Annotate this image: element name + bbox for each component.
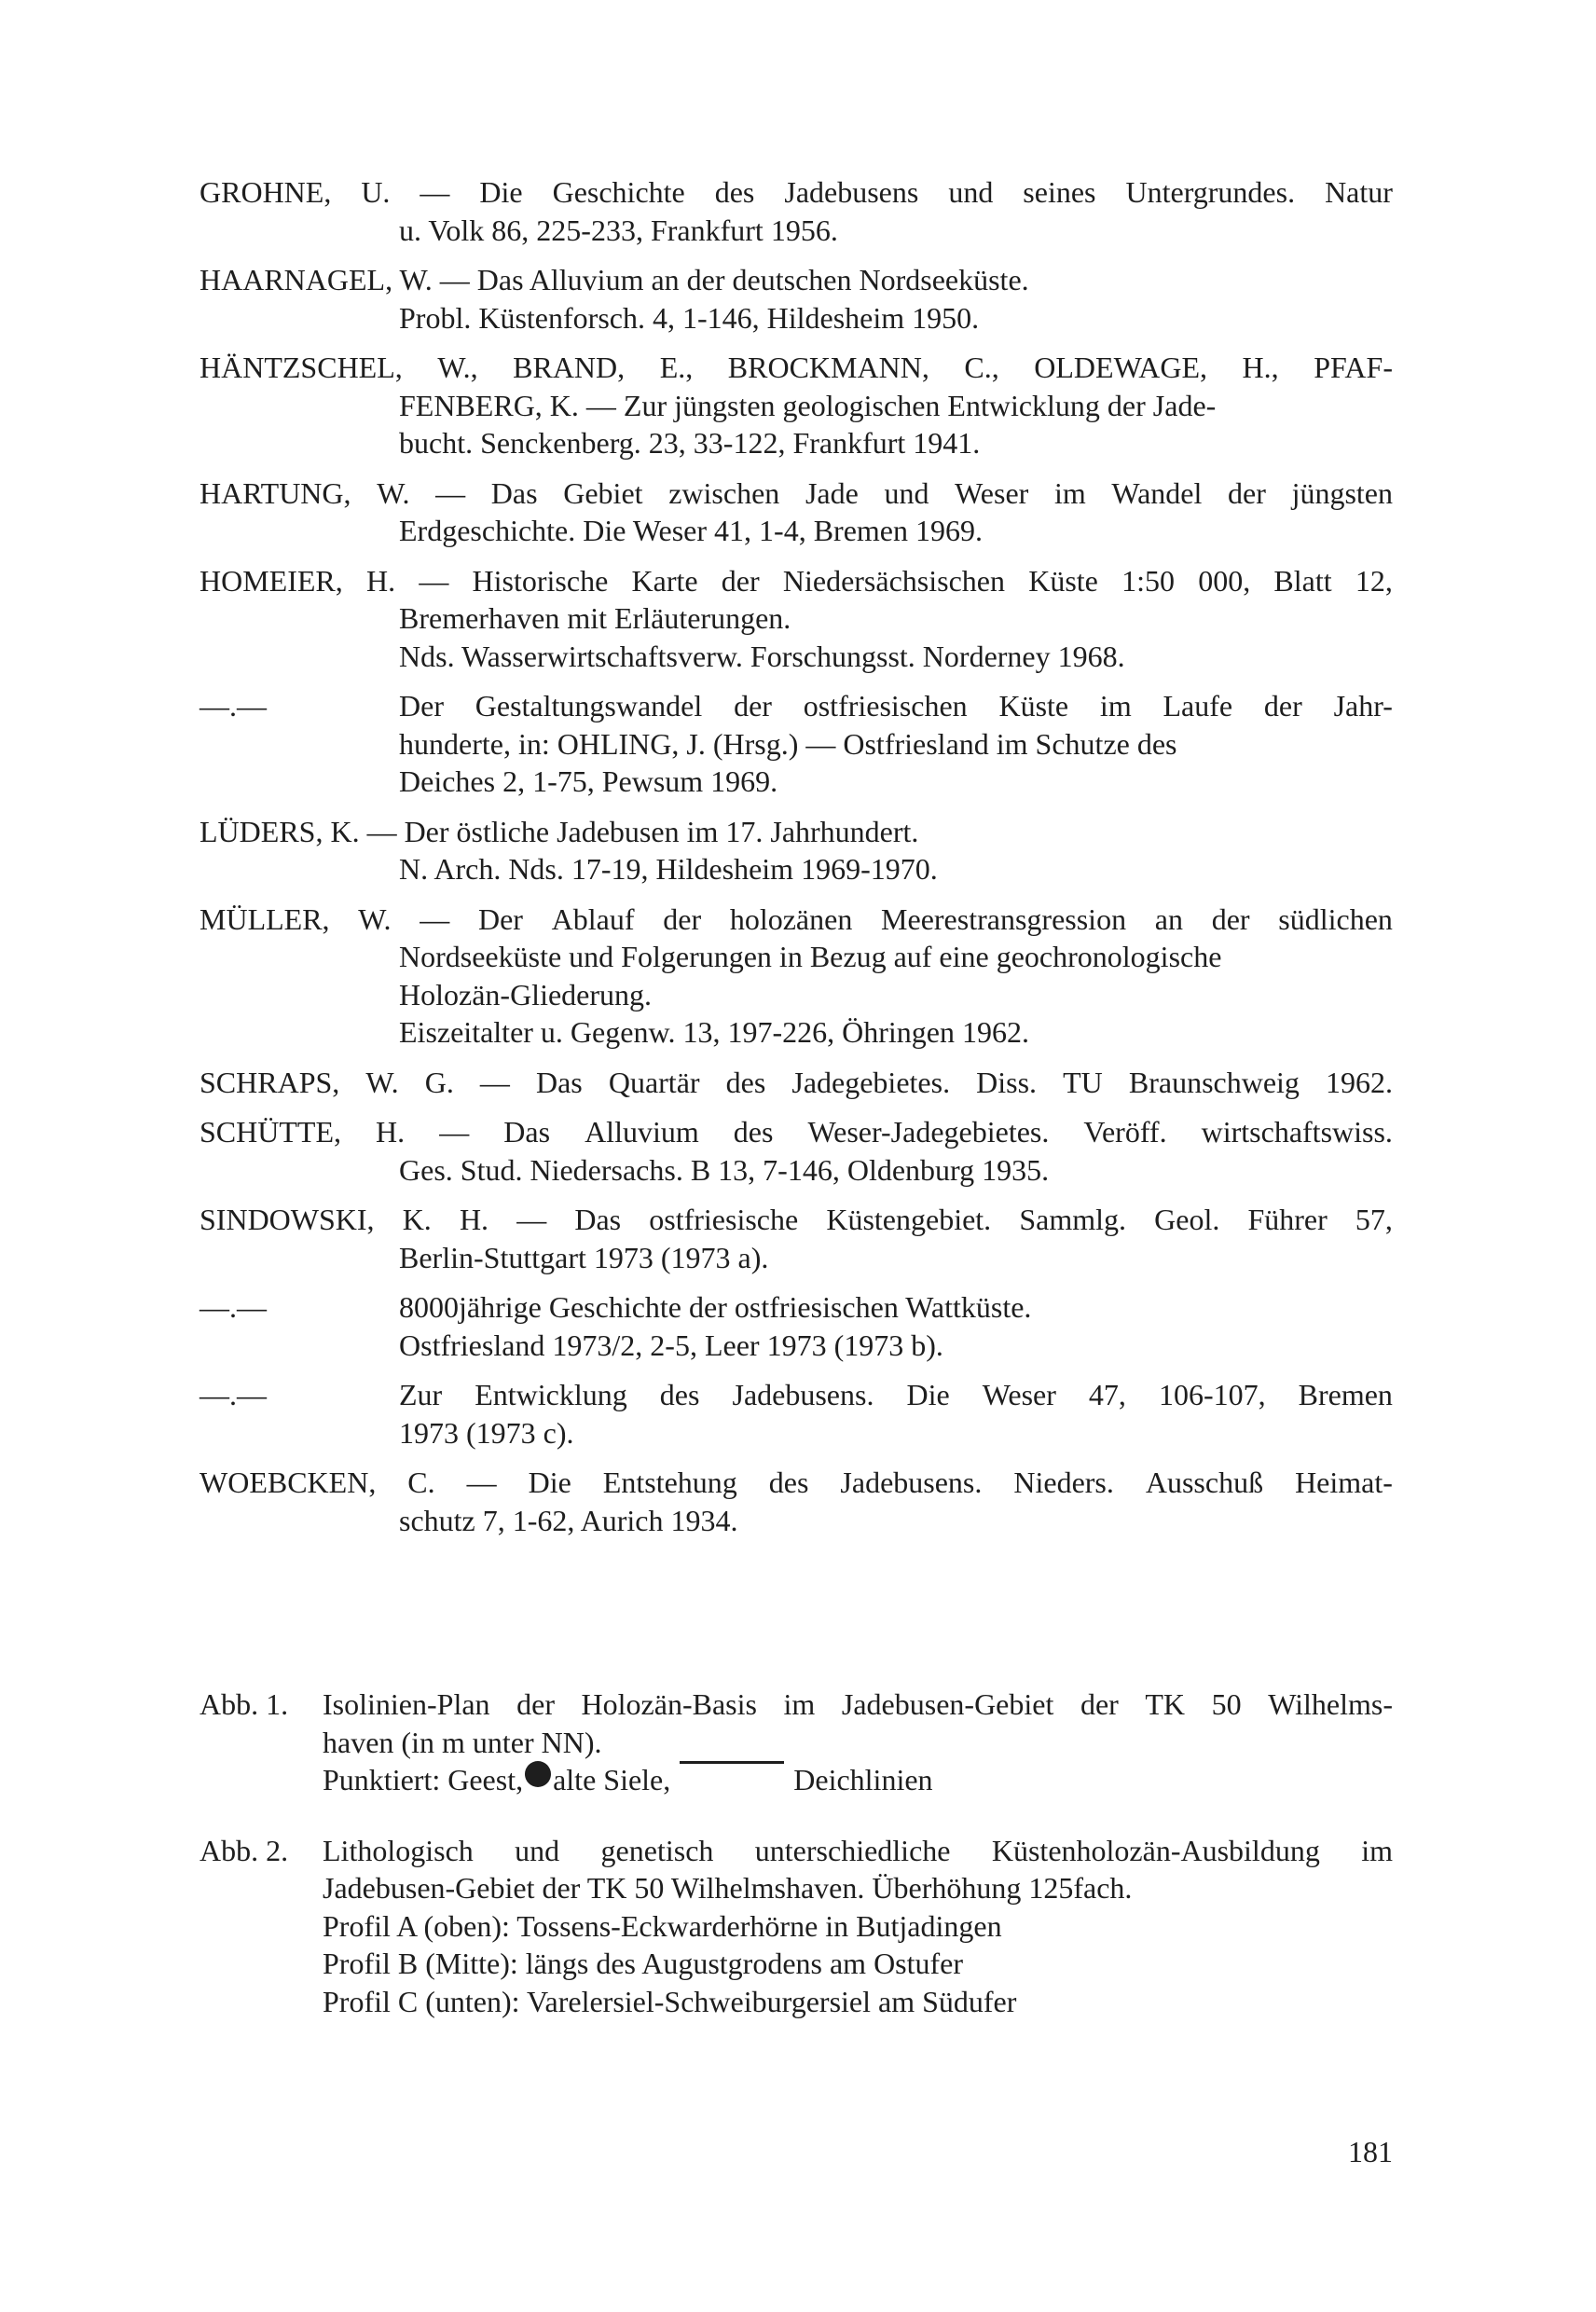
figure-caption	[200, 1686, 1393, 1799]
reference-line: N. Arch. Nds. 17-19, Hildesheim 1969-1970.	[399, 852, 938, 886]
reference-first-line: 8000jährige Geschichte der ostfriesischen Wattküste.	[399, 1290, 1032, 1324]
ditto-dash: —.—	[200, 1378, 267, 1411]
reference-line: Erdgeschichte. Die Weser 41, 1-4, Bremen 1969.	[399, 514, 983, 547]
figure-caption	[200, 1832, 1393, 2021]
reference-line: hunderte, in: OHLING, J. (Hrsg.) — Ostfriesland im Schutze des	[399, 726, 1177, 761]
reference-line: Ges. Stud. Niedersachs. B 13, 7-146, Oldenburg 1935.	[399, 1152, 1050, 1187]
reference-first-line: Zur Entwicklung des Jadebusens. Die Weser 47, 106-107, Bremen	[399, 1378, 1393, 1411]
reference-entry	[200, 1288, 1393, 1364]
reference-first-line: SCHRAPS, W. G. — Das Quartär des Jadegebietes. Diss. TU Braunschweig 1962.	[200, 1065, 1393, 1099]
legend-prefix: Punktiert: Geest,	[323, 1763, 524, 1796]
reference-line: Ostfriesland 1973/2, 2-5, Leer 1973 (1973 b).	[399, 1328, 943, 1362]
reference-first-line: LÜDERS, K. — Der östliche Jadebusen im 17. Jahrhundert.	[200, 814, 919, 848]
reference-entry	[200, 349, 1393, 462]
caption-line: Jadebusen-Gebiet der TK 50 Wilhelmshaven. Überhöhung 125fach.	[323, 1871, 1133, 1905]
legend-line-text: Deichlinien	[793, 1763, 933, 1796]
reference-line: FENBERG, K. — Zur jüngsten geologischen Entwicklung der Jade-	[399, 388, 1217, 422]
reference-line: Holozän-Gliederung.	[399, 977, 653, 1012]
reference-entry	[200, 475, 1393, 550]
reference-first-line: HARTUNG, W. — Das Gebiet zwischen Jade und Weser im Wandel der jüngsten	[200, 475, 1393, 510]
caption-profile: Profil C (unten): Varelersiel-Schweiburgersiel am Südufer	[323, 1984, 1017, 2018]
bibliography	[200, 173, 1393, 1551]
reference-first-line: SINDOWSKI, K. H. — Das ostfriesische Küstengebiet. Sammlg. Geol. Führer 57,	[200, 1203, 1393, 1236]
figure-label: Abb. 1.	[200, 1687, 289, 1721]
reference-entry	[200, 1201, 1393, 1276]
reference-first-line: HAARNAGEL, W. — Das Alluvium an der deutschen Nordseeküste.	[200, 263, 1029, 296]
caption-legend	[323, 1761, 1393, 1799]
ditto-dash: —.—	[200, 1290, 267, 1324]
reference-first-line: HÄNTZSCHEL, W., BRAND, E., BROCKMANN, C., OLDEWAGE, H., PFAF-	[200, 351, 1393, 384]
reference-entry	[200, 173, 1393, 249]
page-number: 181	[1348, 2135, 1393, 2168]
reference-line: u. Volk 86, 225-233, Frankfurt 1956.	[399, 213, 838, 247]
reference-entry	[200, 687, 1393, 801]
reference-line: bucht. Senckenberg. 23, 33-122, Frankfurt 1941.	[399, 426, 981, 460]
reference-first-line: GROHNE, U. — Die Geschichte des Jadebusens und seines Untergrundes. Natur	[200, 175, 1393, 209]
reference-first-line: WOEBCKEN, C. — Die Entstehung des Jadebusens. Nieders. Ausschuß Heimat-	[200, 1466, 1393, 1499]
reference-line: Nordseeküste und Folgerungen in Bezug auf eine geochronologische	[399, 940, 1222, 973]
reference-line: Probl. Küstenforsch. 4, 1-146, Hildesheim 1950.	[399, 300, 980, 335]
dashed-line-icon	[680, 1761, 784, 1799]
reference-line: Deiches 2, 1-75, Pewsum 1969.	[399, 764, 778, 798]
caption-line: haven (in m unter NN).	[323, 1725, 602, 1759]
caption-profile: Profil B (Mitte): längs des Augustgrodens am Ostufer	[323, 1947, 964, 1980]
reference-line: Nds. Wasserwirtschaftsverw. Forschungsst. Norderney 1968.	[399, 639, 1125, 673]
caption-line: Isolinien-Plan der Holozän-Basis im Jadebusen-Gebiet der TK 50 Wilhelms-	[323, 1687, 1393, 1721]
filled-circle-icon	[525, 1761, 551, 1787]
reference-line: Eiszeitalter u. Gegenw. 13, 197-226, Öhringen 1962.	[399, 1015, 1029, 1049]
reference-line: schutz 7, 1-62, Aurich 1934.	[399, 1503, 738, 1537]
reference-first-line: HOMEIER, H. — Historische Karte der Niedersächsischen Küste 1:50 000, Blatt 12,	[200, 563, 1393, 598]
reference-line: Berlin-Stuttgart 1973 (1973 a).	[399, 1240, 769, 1274]
reference-entry	[200, 562, 1393, 676]
legend-dot-text: alte Siele,	[553, 1763, 671, 1796]
reference-entry	[200, 1113, 1393, 1189]
reference-line: 1973 (1973 c).	[399, 1415, 574, 1450]
figure-label: Abb. 2.	[200, 1833, 289, 1867]
caption-profile: Profil A (oben): Tossens-Eckwarderhörne in Butjadingen	[323, 1908, 1002, 1943]
reference-entry	[200, 261, 1393, 337]
ditto-dash: —.—	[200, 689, 267, 722]
figure-captions	[200, 1686, 1393, 2053]
reference-entry	[200, 1376, 1393, 1452]
reference-entry	[200, 901, 1393, 1052]
reference-first-line: SCHÜTTE, H. — Das Alluvium des Weser-Jadegebietes. Veröff. wirtschaftswiss.	[200, 1115, 1393, 1149]
reference-entry	[200, 1064, 1393, 1102]
reference-line: Bremerhaven mit Erläuterungen.	[399, 601, 791, 635]
reference-entry	[200, 1464, 1393, 1539]
reference-entry	[200, 813, 1393, 888]
caption-line: Lithologisch und genetisch unterschiedliche Küstenholozän-Ausbildung im	[323, 1833, 1393, 1867]
reference-first-line: Der Gestaltungswandel der ostfriesischen Küste im Laufe der Jahr-	[399, 689, 1393, 722]
reference-first-line: MÜLLER, W. — Der Ablauf der holozänen Meerestransgression an der südlichen	[200, 901, 1393, 936]
